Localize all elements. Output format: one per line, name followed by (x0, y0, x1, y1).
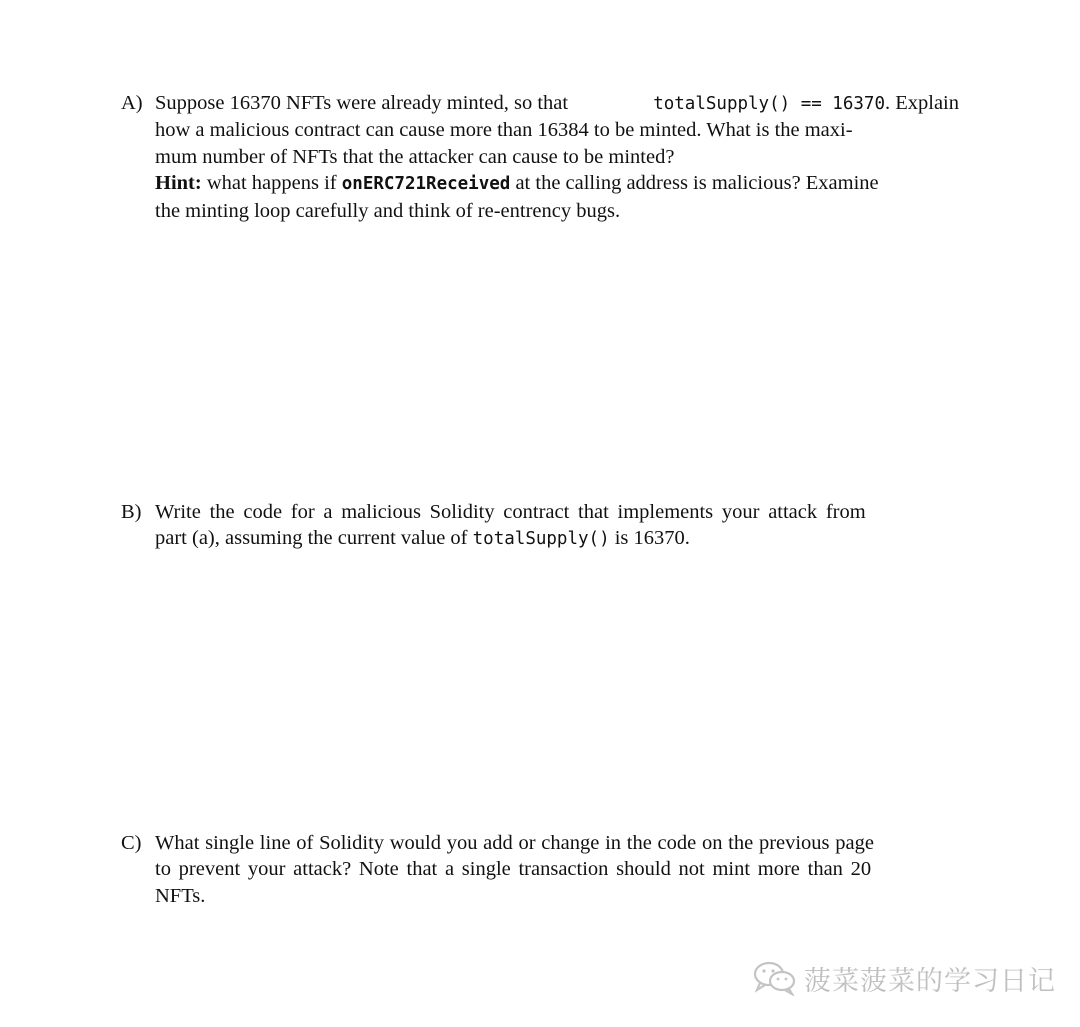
question-a-line-1-code-wrap (653, 90, 959, 117)
question-b-line-2-text: part (a), assuming the current value of (155, 527, 468, 550)
question-c-line-2: to prevent your attack? Note that a single transaction should not mint more than 20 (155, 858, 872, 881)
question-b-line-1: Write the code for a malicious Solidity contract that implements your attack from (155, 501, 866, 523)
question-a-line-2: how a malicious contract can cause more than 16384 to be minted. What is the maxi- (155, 119, 853, 142)
total-supply-code-b: totalSupply() (472, 529, 610, 550)
hint-text-2: at the calling address is malicious? Examine (515, 172, 879, 195)
question-c (121, 830, 959, 909)
total-supply-code: totalSupply() == 16370 (653, 94, 885, 114)
question-a-line-4 (155, 170, 959, 197)
question-a-line-5: the minting loop carefully and think of re-entrency bugs. (155, 199, 621, 222)
question-b-line-2-tail: is 16370. (614, 527, 690, 550)
question-b-letter: B) (121, 501, 142, 523)
question-b-body (155, 499, 959, 553)
question-a-line-1-text: Suppose 16370 NFTs were already minted, so that (155, 92, 569, 114)
hint-text-1: what happens if (206, 172, 337, 195)
question-a-line-1-tail: . Explain (884, 92, 959, 114)
question-c-body (155, 830, 959, 909)
question-c-line-1: What single line of Solidity would you add or change in the code on the previous page (155, 832, 874, 854)
question-a (121, 90, 959, 224)
question-b-line-2 (155, 525, 959, 552)
question-a-body (155, 90, 959, 224)
question-c-letter: C) (121, 832, 142, 854)
question-c-line-3: NFTs. (155, 884, 206, 907)
watermark (752, 958, 1056, 998)
question-a-line-3: mum number of NFTs that the attacker can cause to be minted? (155, 145, 675, 168)
watermark-text: 菠菜菠菜的学习日记 (804, 965, 1056, 997)
hint-label: Hint: (155, 172, 202, 195)
on-erc721-received-code: onERC721Received (341, 174, 511, 195)
question-a-line-1 (155, 90, 959, 117)
question-a-letter: A) (121, 92, 143, 114)
wechat-icon (752, 960, 798, 996)
question-b (121, 499, 959, 553)
